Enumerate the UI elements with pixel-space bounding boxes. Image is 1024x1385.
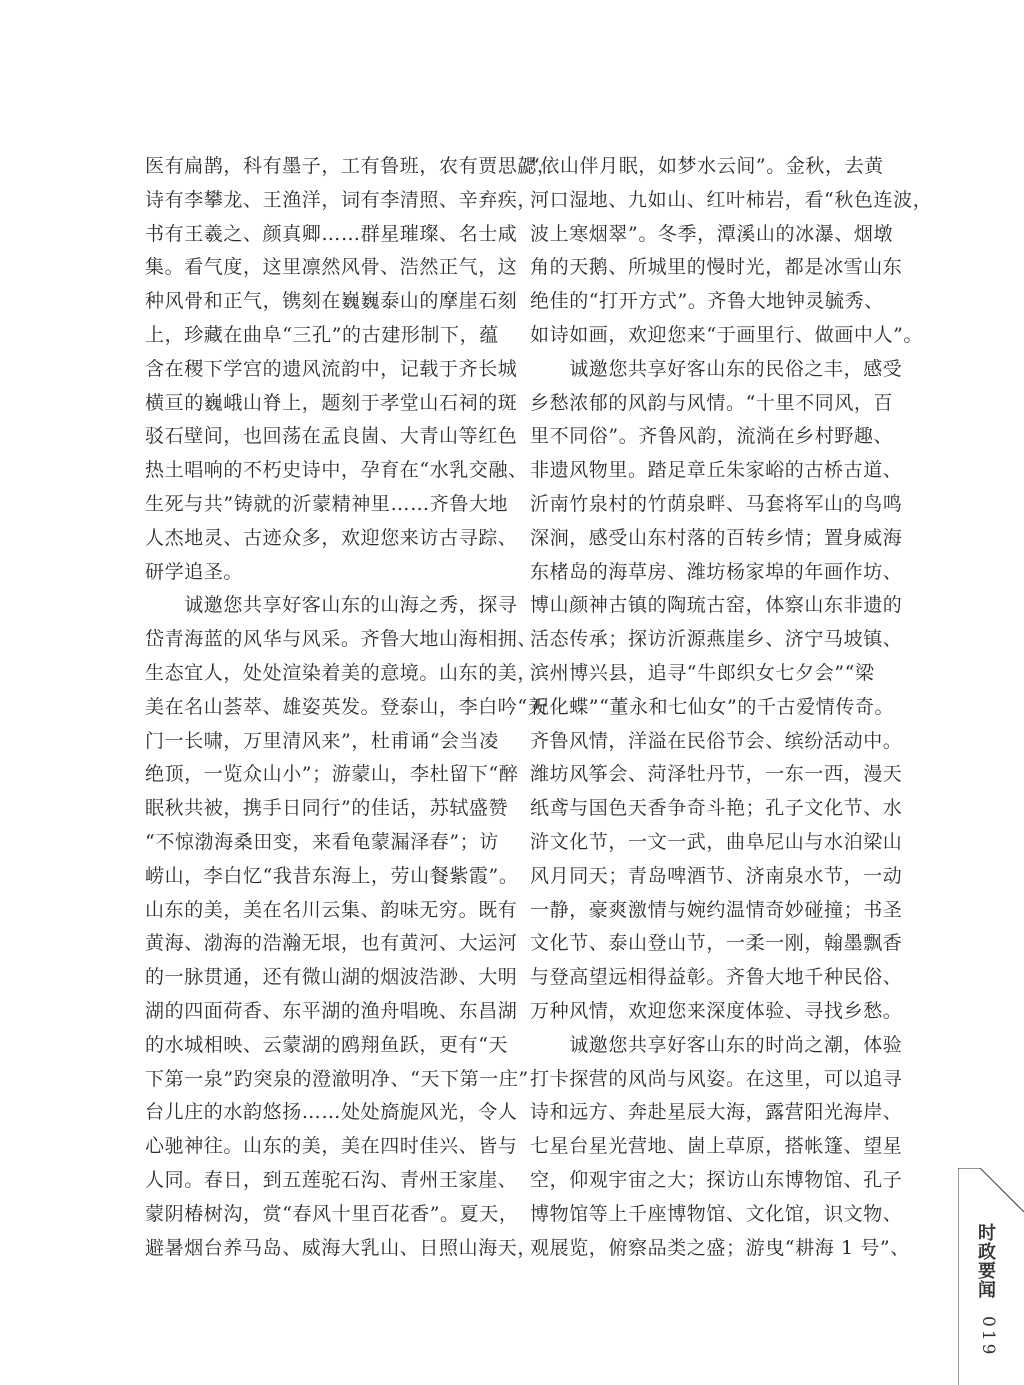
text-line: 心驰神往。山东的美，美在四时佳兴、皆与 xyxy=(145,1135,518,1158)
text-line: 上，珍藏在曲阜“三孔”的古建形制下，蕴 xyxy=(145,323,499,346)
text-line: 非遗风物里。踏足章丘朱家峪的古桥古道、 xyxy=(530,459,903,482)
text-line: 台儿庄的水韵悠扬……处处旖旎风光，令人 xyxy=(145,1101,518,1124)
text-line: 文化节、泰山登山节，一柔一刚，翰墨飘香 xyxy=(530,932,903,955)
text-line: 横亘的巍峨山脊上，题刻于孝堂山石祠的斑 xyxy=(145,391,518,414)
text-line: 纸鸢与国色天香争奇斗艳；孔子文化节、水 xyxy=(530,797,903,820)
text-line: 人杰地灵、古迹众多，欢迎您来访古寻踪、 xyxy=(145,526,518,549)
text-line: 诚邀您共享好客山东的民俗之丰，感受 xyxy=(530,357,903,380)
section-tab xyxy=(958,1168,1024,1385)
text-line: 深涧，感受山东村落的百转乡情；置身威海 xyxy=(530,526,903,549)
text-line: 生态宜人，处处渲染着美的意境。山东的美， xyxy=(145,661,538,684)
text-line: 下第一泉”趵突泉的澄澈明净、“天下第一庄” xyxy=(145,1067,529,1090)
left-column xyxy=(145,150,557,1265)
text-line: 诚邀您共享好客山东的山海之秀，探寻 xyxy=(145,594,518,617)
text-line: 湖的四面荷香、东平湖的渔舟唱晚、东昌湖 xyxy=(145,999,518,1022)
text-line: 生死与共”铸就的沂蒙精神里……齐鲁大地 xyxy=(145,492,509,515)
text-line: 种风骨和正气，镌刻在巍巍泰山的摩崖石刻 xyxy=(145,290,518,313)
text-line: 里不同俗”。齐鲁风韵，流淌在乡村野趣、 xyxy=(530,425,894,448)
text-line: 蒙阴椿树沟，赏“春风十里百花香”。夏天， xyxy=(145,1202,519,1225)
text-line: 齐鲁风情，洋溢在民俗节会、缤纷活动中。 xyxy=(530,729,903,752)
text-line: 研学追圣。 xyxy=(145,560,244,583)
text-line: 门一长啸，万里清风来”，杜甫诵“会当凌 xyxy=(145,729,499,752)
text-line: 驳石壁间，也回荡在孟良崮、大青山等红色 xyxy=(145,425,518,448)
text-line: 打卡探营的风尚与风姿。在这里，可以追寻 xyxy=(530,1067,903,1090)
text-line: 绝顶，一览众山小”；游蒙山，李杜留下“醉 xyxy=(145,763,519,786)
text-line: 博物馆等上千座博物馆、文化馆，识文物、 xyxy=(530,1202,903,1225)
text-line: 诚邀您共享好客山东的时尚之潮，体验 xyxy=(530,1033,903,1056)
text-line: 活态传承；探访沂源燕崖乡、济宁马坡镇、 xyxy=(530,628,903,651)
text-line: “不惊渤海桑田变，来看龟蒙漏泽春”；访 xyxy=(145,830,499,853)
text-line: 角的天鹅、所城里的慢时光，都是冰雪山东 xyxy=(530,256,903,279)
text-line: 潍坊风筝会、菏泽牡丹节，一东一西，漫天 xyxy=(530,763,903,786)
text-line: 祝化蝶”“董永和七仙女”的千古爱情传奇。 xyxy=(530,695,895,718)
text-line: 集。看气度，这里凛然风骨、浩然正气，这 xyxy=(145,256,518,279)
section-label: 时政要闻 xyxy=(975,1223,996,1299)
text-line: 沂南竹泉村的竹荫泉畔、马套将军山的鸟鸣 xyxy=(530,492,903,515)
text-line: 空，仰观宇宙之大；探访山东博物馆、孔子 xyxy=(530,1168,903,1191)
text-line: 河口湿地、九如山、红叶柿岩，看“秋色连波， xyxy=(530,188,933,211)
text-line: 的水城相映、云蒙湖的鸥翔鱼跃，更有“天 xyxy=(145,1033,509,1056)
text-line: 美在名山荟萃、雄姿英发。登泰山，李白吟“天 xyxy=(145,695,548,718)
text-line: 书有王羲之、颜真卿……群星璀璨、名士咸 xyxy=(145,222,518,245)
text-line: 避暑烟台养马岛、威海大乳山、日照山海天， xyxy=(145,1236,538,1259)
text-line: 与登高望远相得益彰。齐鲁大地千种民俗、 xyxy=(530,966,903,989)
text-line: 波上寒烟翠”。冬季，潭溪山的冰瀑、烟墩 xyxy=(530,222,894,245)
text-line: 一静，豪爽激情与婉约温情奇妙碰撞；书圣 xyxy=(530,898,903,921)
text-line: 七星台星光营地、崮上草原，搭帐篷、望星 xyxy=(530,1135,903,1158)
text-line: 人同。春日，到五莲驼石沟、青州王家崖、 xyxy=(145,1168,518,1191)
text-line: 眠秋共被，携手日同行”的佳话，苏轼盛赞 xyxy=(145,797,509,820)
page-number: 019 xyxy=(978,1316,998,1358)
text-line: 的一脉贯通，还有微山湖的烟波浩渺、大明 xyxy=(145,966,518,989)
text-line: 崂山，李白忆“我昔东海上，劳山餐紫霞”。 xyxy=(145,864,519,887)
text-line: 博山颜神古镇的陶琉古窑，体察山东非遗的 xyxy=(530,594,903,617)
text-line: 山东的美，美在名川云集、韵味无穷。既有 xyxy=(145,898,518,921)
text-line: 如诗如画，欢迎您来“于画里行、做画中人”。 xyxy=(530,323,924,346)
text-line: 医有扁鹊，科有墨子，工有鲁班，农有贾思勰， xyxy=(145,155,557,177)
text-line: 绝佳的“打开方式”。齐鲁大地钟灵毓秀、 xyxy=(530,290,884,313)
text-line: 东楮岛的海草房、潍坊杨家埠的年画作坊、 xyxy=(530,560,903,583)
text-line: 诗和远方、奔赴星辰大海，露营阳光海岸、 xyxy=(530,1101,903,1124)
text-line: 风月同天；青岛啤酒节、济南泉水节，一动 xyxy=(530,864,903,887)
text-line: 乡愁浓郁的风韵与风情。“十里不同风，百 xyxy=(530,391,894,414)
text-line: “依山伴月眠，如梦水云间”。金秋，去黄 xyxy=(530,155,884,177)
text-line: 浒文化节，一文一武，曲阜尼山与水泊梁山 xyxy=(530,830,903,853)
text-line: 黄海、渤海的浩瀚无垠，也有黄河、大运河 xyxy=(145,932,518,955)
text-line: 万种风情，欢迎您来深度体验、寻找乡愁。 xyxy=(530,999,903,1022)
text-line: 诗有李攀龙、王渔洋，词有李清照、辛弃疾， xyxy=(145,188,538,211)
right-column xyxy=(530,150,933,1265)
text-line: 含在稷下学宫的遗风流韵中，记载于齐长城 xyxy=(145,357,518,380)
text-line: 观展览，俯察品类之盛；游曳“耕海 1 号”、 xyxy=(530,1236,910,1259)
text-line: 热土唱响的不朽史诗中，孕育在“水乳交融、 xyxy=(145,459,528,482)
text-line: 岱青海蓝的风华与风采。齐鲁大地山海相拥、 xyxy=(145,628,538,651)
text-line: 滨州博兴县，追寻“牛郎织女七夕会”“梁 xyxy=(530,661,875,684)
